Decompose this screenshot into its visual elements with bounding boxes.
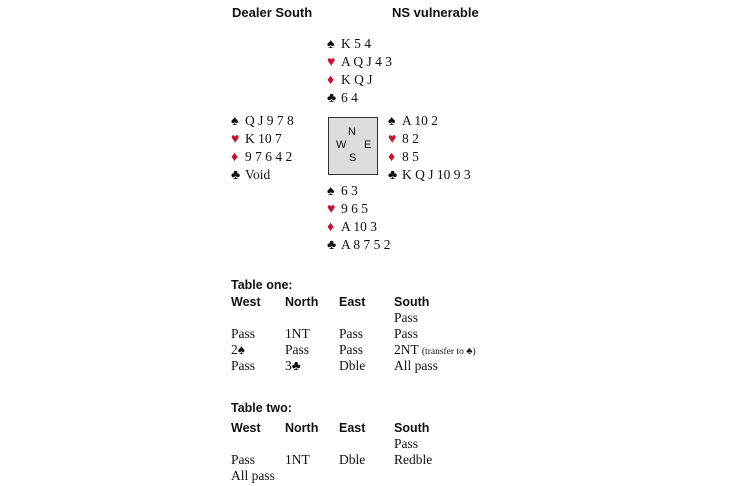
- t2-bid: Pass: [231, 452, 256, 467]
- east-hand: [388, 112, 471, 184]
- west-clubs: Void: [245, 167, 271, 182]
- club-icon: ♣: [231, 168, 241, 183]
- east-spades: A 10 2: [402, 113, 439, 128]
- t1-bid-level: 3: [285, 358, 292, 373]
- t1-bid-value: 2NT: [394, 342, 419, 357]
- vulnerability-label: NS vulnerable: [392, 5, 479, 20]
- heart-icon: ♥: [388, 132, 397, 147]
- west-hand: [231, 112, 294, 184]
- south-spades: 6 3: [341, 183, 358, 198]
- club-icon: ♣: [327, 91, 337, 106]
- spade-icon: ♠: [327, 37, 335, 52]
- compass-box: [328, 117, 378, 175]
- west-hearts: K 10 7: [245, 131, 282, 146]
- table-one-title: Table one:: [231, 278, 293, 292]
- west-diamonds: 9 7 6 4 2: [245, 149, 293, 164]
- t2-bid: Dble: [339, 452, 366, 467]
- north-spades: K 5 4: [341, 36, 371, 51]
- east-diamonds: 8 5: [402, 149, 419, 164]
- t2-bid: Pass: [394, 436, 419, 451]
- south-clubs: A 8 7 5 2: [341, 237, 391, 252]
- compass-west: W: [336, 139, 347, 151]
- east-clubs: K Q J 10 9 3: [402, 167, 471, 182]
- diamond-icon: ♦: [327, 220, 335, 235]
- table-two-col-north: North: [285, 421, 319, 435]
- heart-icon: ♥: [327, 202, 336, 217]
- diamond-icon: ♦: [327, 73, 335, 88]
- table-one-col-north: North: [285, 295, 319, 309]
- transfer-note-text: (transfer to: [421, 347, 464, 357]
- table-two-col-south: South: [394, 421, 430, 435]
- t1-bid: Pass: [285, 342, 310, 357]
- dealer-label: Dealer South: [232, 5, 313, 20]
- diamond-icon: ♦: [231, 150, 239, 165]
- t1-bid: Pass: [231, 326, 256, 341]
- table-two-col-east: East: [339, 421, 366, 435]
- south-diamonds: A 10 3: [341, 219, 378, 234]
- t1-bid: Pass: [339, 342, 364, 357]
- club-icon: ♣: [466, 347, 473, 357]
- t1-bid: Dble: [339, 358, 366, 373]
- heart-icon: ♥: [231, 132, 240, 147]
- transfer-note: (transfer to ♣): [421, 347, 476, 357]
- table-two-title: Table two:: [231, 401, 292, 415]
- compass-north: N: [348, 126, 356, 138]
- diamond-icon: ♦: [388, 150, 396, 165]
- north-hand: [327, 35, 392, 107]
- club-icon: ♣: [291, 358, 301, 373]
- table-one-col-west: West: [231, 295, 261, 309]
- t2-bid: 1NT: [285, 452, 310, 467]
- t1-bid: 1NT: [285, 326, 310, 341]
- table-one-col-south: South: [394, 295, 430, 309]
- t1-bid: [231, 342, 245, 358]
- north-diamonds: K Q J: [341, 72, 373, 87]
- spade-icon: ♠: [327, 184, 335, 199]
- north-clubs: 6 4: [341, 90, 358, 105]
- north-hearts: A Q J 4 3: [341, 54, 393, 69]
- spade-icon: ♠: [388, 114, 396, 129]
- t2-bid: All pass: [231, 468, 275, 483]
- table-two-col-west: West: [231, 421, 261, 435]
- spade-icon: ♠: [237, 342, 245, 357]
- west-spades: Q J 9 7 8: [245, 113, 294, 128]
- t1-bid: [285, 358, 301, 374]
- club-icon: ♣: [388, 168, 398, 183]
- t1-bid: Pass: [231, 358, 256, 373]
- t1-bid: Pass: [394, 326, 419, 341]
- t1-bid: All pass: [394, 358, 438, 373]
- t1-bid-level: 2: [231, 342, 238, 357]
- heart-icon: ♥: [327, 55, 336, 70]
- t1-bid: [394, 342, 476, 358]
- spade-icon: ♠: [231, 114, 239, 129]
- t1-bid: Pass: [339, 326, 364, 341]
- south-hand: [327, 182, 391, 254]
- t2-bid: Redble: [394, 452, 433, 467]
- compass-east: E: [364, 139, 372, 151]
- t1-bid: Pass: [394, 310, 419, 325]
- club-icon: ♣: [327, 238, 337, 253]
- compass-south: S: [349, 152, 357, 164]
- east-hearts: 8 2: [402, 131, 419, 146]
- south-hearts: 9 6 5: [341, 201, 368, 216]
- table-one-col-east: East: [339, 295, 366, 309]
